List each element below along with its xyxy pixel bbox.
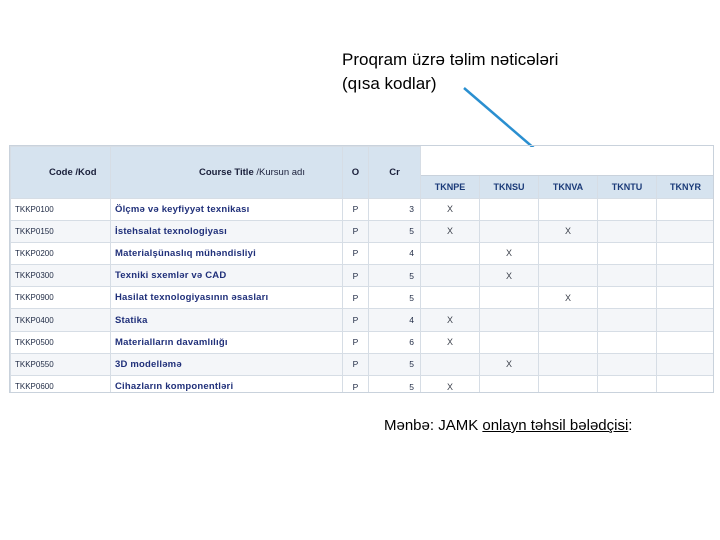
table-row	[11, 242, 714, 264]
course-credits: 6	[369, 331, 421, 353]
outcome-mark: X	[421, 331, 480, 353]
header-outcome: TKNYR	[657, 175, 714, 198]
outcome-mark	[421, 265, 480, 287]
outcome-mark: X	[539, 287, 598, 309]
course-outcomes-table	[10, 146, 713, 392]
header-o: O	[343, 147, 369, 199]
outcome-mark	[657, 309, 714, 331]
course-code: TKKP0200	[11, 242, 111, 264]
outcome-mark	[598, 309, 657, 331]
outcome-mark	[598, 331, 657, 353]
heading-line-2: (qısa kodlar)	[342, 74, 437, 93]
outcome-mark	[598, 287, 657, 309]
table-row	[11, 265, 714, 287]
table-row	[11, 198, 714, 220]
header-outcome: TKNPE	[421, 175, 480, 198]
course-code: TKKP0500	[11, 331, 111, 353]
course-title: Cihazların komponentləri	[111, 376, 343, 393]
course-o: P	[343, 242, 369, 264]
header-outcome: TKNTU	[598, 175, 657, 198]
course-credits: 5	[369, 287, 421, 309]
table-row	[11, 353, 714, 375]
outcome-mark	[657, 287, 714, 309]
course-code: TKKP0900	[11, 287, 111, 309]
outcome-mark	[598, 376, 657, 393]
header-outcomes-group	[421, 147, 714, 176]
course-code: TKKP0550	[11, 353, 111, 375]
course-code: TKKP0150	[11, 220, 111, 242]
course-o: P	[343, 376, 369, 393]
source-prefix: Mənbə: JAMK	[384, 417, 483, 434]
outcome-mark: X	[480, 353, 539, 375]
course-o: P	[343, 331, 369, 353]
outcome-mark	[598, 265, 657, 287]
outcome-mark	[598, 198, 657, 220]
course-credits: 4	[369, 309, 421, 331]
outcome-mark: X	[421, 376, 480, 393]
course-title: Materialşünaslıq mühəndisliyi	[111, 242, 343, 264]
outcome-mark	[598, 353, 657, 375]
course-outcomes-table-wrapper	[10, 146, 713, 392]
course-credits: 5	[369, 220, 421, 242]
course-title: 3D modelləmə	[111, 353, 343, 375]
outcome-mark	[480, 220, 539, 242]
outcome-mark	[539, 353, 598, 375]
source-link[interactable]: onlayn təhsil bələdçisi	[482, 417, 629, 434]
outcome-mark	[480, 376, 539, 393]
course-credits: 5	[369, 265, 421, 287]
source-suffix: :	[628, 417, 633, 434]
slide-heading	[342, 48, 702, 96]
outcome-mark	[480, 331, 539, 353]
outcome-mark: X	[421, 198, 480, 220]
outcome-mark	[598, 220, 657, 242]
course-credits: 4	[369, 242, 421, 264]
course-code: TKKP0600	[11, 376, 111, 393]
course-title: İstehsalat texnologiyası	[111, 220, 343, 242]
header-outcome: TKNVA	[539, 175, 598, 198]
outcome-mark	[657, 220, 714, 242]
course-credits: 5	[369, 376, 421, 393]
course-code: TKKP0100	[11, 198, 111, 220]
outcome-mark: X	[421, 309, 480, 331]
outcome-mark	[480, 198, 539, 220]
outcome-mark: X	[421, 220, 480, 242]
header-code: Code /Kod	[11, 147, 111, 199]
table-row	[11, 220, 714, 242]
table-row	[11, 309, 714, 331]
outcome-mark: X	[480, 242, 539, 264]
course-title: Hasilat texnologiyasının əsasları	[111, 287, 343, 309]
course-code: TKKP0400	[11, 309, 111, 331]
outcome-mark	[421, 242, 480, 264]
course-title: Ölçmə və keyfiyyət texnikası	[111, 198, 343, 220]
source-note	[384, 417, 632, 434]
table-row	[11, 287, 714, 309]
outcome-mark	[480, 309, 539, 331]
outcome-mark	[539, 376, 598, 393]
outcome-mark	[539, 265, 598, 287]
course-o: P	[343, 198, 369, 220]
outcome-mark	[657, 353, 714, 375]
course-o: P	[343, 287, 369, 309]
outcome-mark	[539, 309, 598, 331]
outcome-mark	[657, 331, 714, 353]
header-outcome: TKNSU	[480, 175, 539, 198]
table-row	[11, 331, 714, 353]
header-course-title	[111, 147, 343, 199]
course-title: Texniki sxemlər və CAD	[111, 265, 343, 287]
outcome-mark	[539, 242, 598, 264]
course-o: P	[343, 353, 369, 375]
header-title-sub: /Kursun adı	[256, 166, 305, 178]
course-o: P	[343, 309, 369, 331]
outcome-mark	[539, 331, 598, 353]
course-code: TKKP0300	[11, 265, 111, 287]
course-o: P	[343, 220, 369, 242]
outcome-mark	[657, 376, 714, 393]
heading-line-1: Proqram üzrə təlim nəticələri	[342, 50, 559, 69]
course-credits: 5	[369, 353, 421, 375]
course-title: Materialların davamlılığı	[111, 331, 343, 353]
outcome-mark	[657, 198, 714, 220]
outcome-mark: X	[539, 220, 598, 242]
outcome-mark	[421, 353, 480, 375]
header-title-main: Course Title	[199, 166, 254, 178]
outcome-mark	[598, 242, 657, 264]
course-o: P	[343, 265, 369, 287]
outcome-mark	[421, 287, 480, 309]
outcome-mark	[539, 198, 598, 220]
outcome-mark: X	[480, 265, 539, 287]
course-title: Statika	[111, 309, 343, 331]
header-cr: Cr	[369, 147, 421, 199]
table-row	[11, 376, 714, 393]
outcome-mark	[657, 265, 714, 287]
outcome-mark	[657, 242, 714, 264]
outcome-mark	[480, 287, 539, 309]
course-credits: 3	[369, 198, 421, 220]
